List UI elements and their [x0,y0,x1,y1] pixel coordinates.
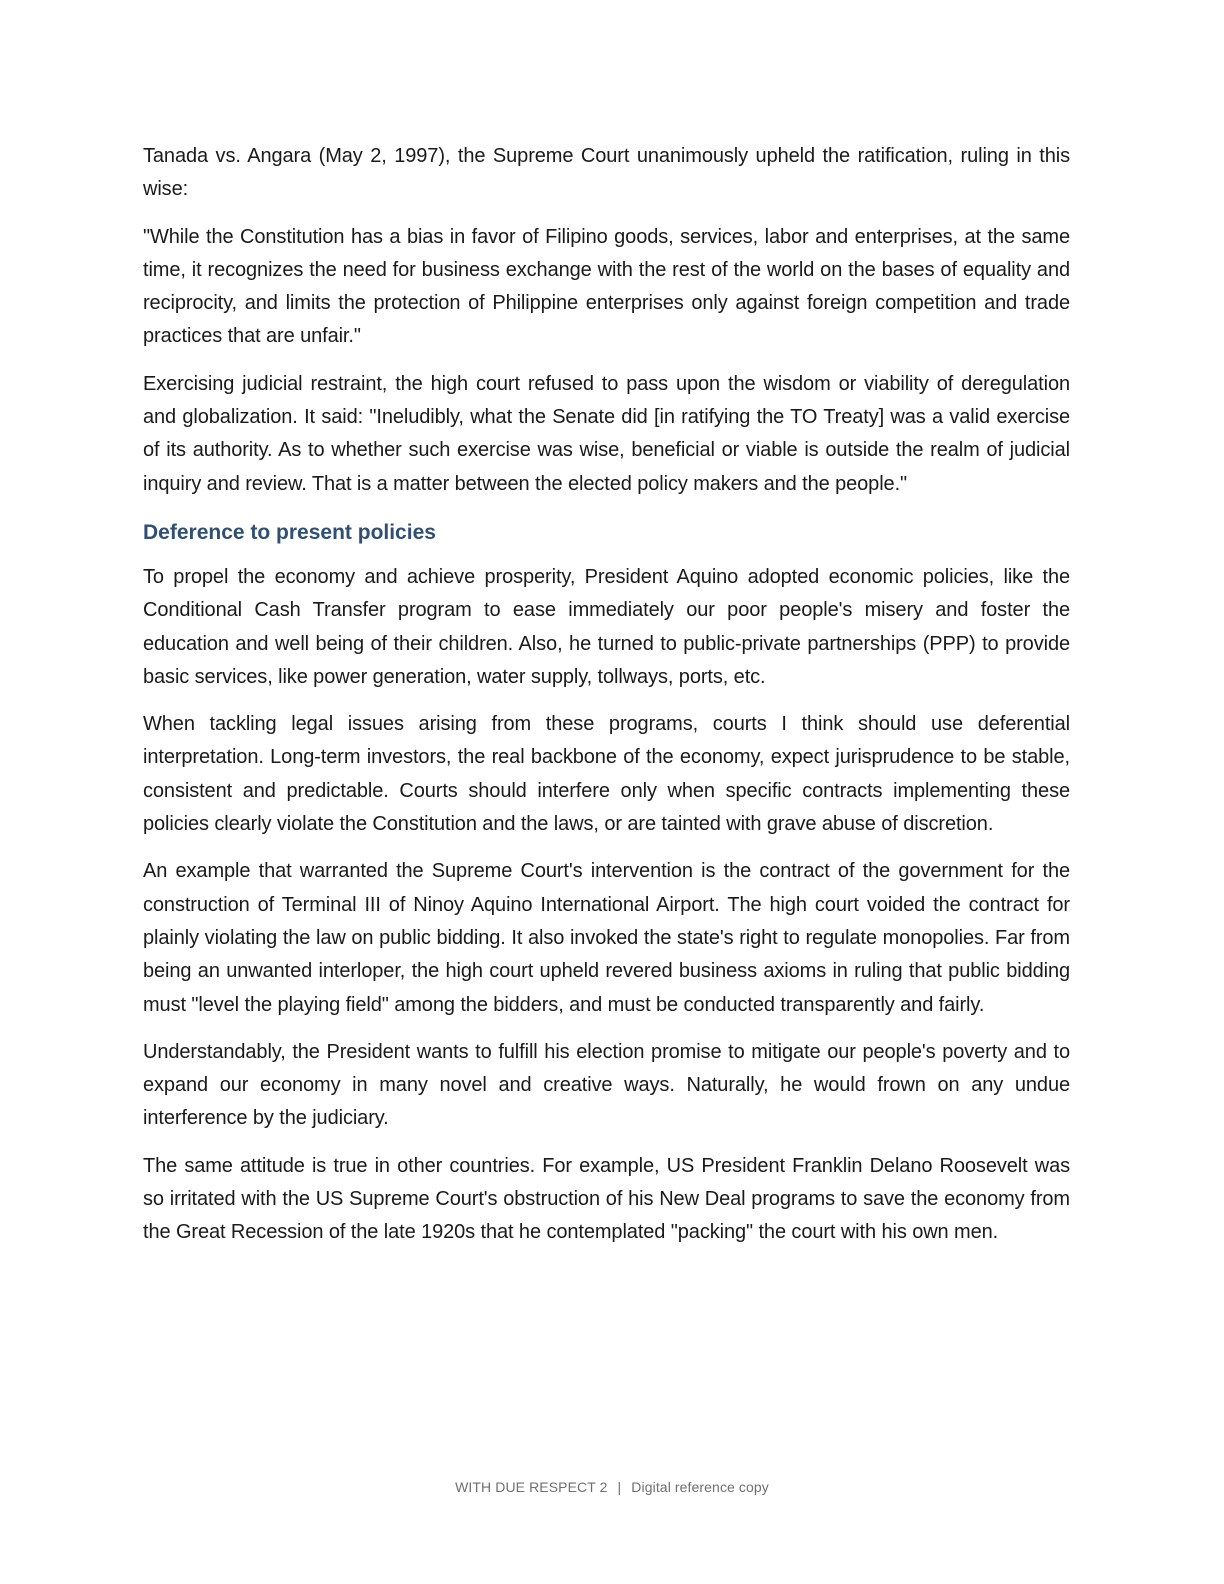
paragraph-economic-policies: To propel the economy and achieve prosperity, President Aquino adopted economic policies, like the Conditional Cash Transfer program to ease immediately our poor people's misery and foster the education and well being of their children. Also, he turned to public-private partnerships (PPP) to provide basic services, like power generation, water supply, tollways, ports, etc. [143,565,1070,688]
paragraph-tanada-ruling: Tanada vs. Angara (May 2, 1997), the Supreme Court unanimously upheld the ratification, ruling in this wise: [143,145,1070,201]
paragraph-terminal-three-example: An example that warranted the Supreme Court's intervention is the contract of the government for the construction of Terminal III of Ninoy Aquino International Airport. The high court voided the contract for plainly violating the law on public bidding. It also invoked the state's right to regulate monopolies. Far from being an unwanted interloper, the high court upheld revered business axioms in ruling that public bidding must "level the playing field" among the bidders, and must be conducted transparently and fairly. [143,860,1070,1016]
footer-separator: | [617,1479,622,1495]
paragraph-president-promise: Understandably, the President wants to fulfill his election promise to mitigate our people's poverty and to expand our economy in many novel and creative ways. Naturally, he would frown on any undue interference by the judiciary. [143,1040,1070,1130]
document-body [143,140,1070,1264]
page-footer [0,1479,1224,1495]
paragraph-roosevelt-example: The same attitude is true in other countries. For example, US President Franklin Delano Roosevelt was so irritated with the US Supreme Court's obstruction of his New Deal programs to save the economy from the Great Recession of the late 1920s that he contemplated "packing" the court with his own men. [143,1154,1070,1244]
paragraph-deferential-interpretation: When tackling legal issues arising from these programs, courts I think should use deferential interpretation. Long-term investors, the real backbone of the economy, expect jurisprudence to be stable, consistent and predictable. Courts should interfere only when specific contracts implementing these policies clearly violate the Constitution and the laws, or are tainted with grave abuse of discretion. [143,713,1070,836]
section-heading: Deference to present policies [143,520,436,544]
paragraph-judicial-restraint: Exercising judicial restraint, the high court refused to pass upon the wisdom or viability of deregulation and globalization. It said: "Ineludibly, what the Senate did [in ratifying the TO Treaty] was a valid exercise of its authority. As to whether such exercise was wise, beneficial or viable is outside the realm of judicial inquiry and review. That is a matter between the elected policy makers and the people." [143,372,1070,495]
paragraph-constitution-quote: "While the Constitution has a bias in favor of Filipino goods, services, labor and enterprises, at the same time, it recognizes the need for business exchange with the rest of the world on the bases of equality and reciprocity, and limits the protection of Philippine enterprises only against foreign competition and trade practices that are unfair." [143,225,1070,348]
footer-note: Digital reference copy [631,1479,769,1495]
footer-title: WITH DUE RESPECT 2 [455,1479,608,1495]
